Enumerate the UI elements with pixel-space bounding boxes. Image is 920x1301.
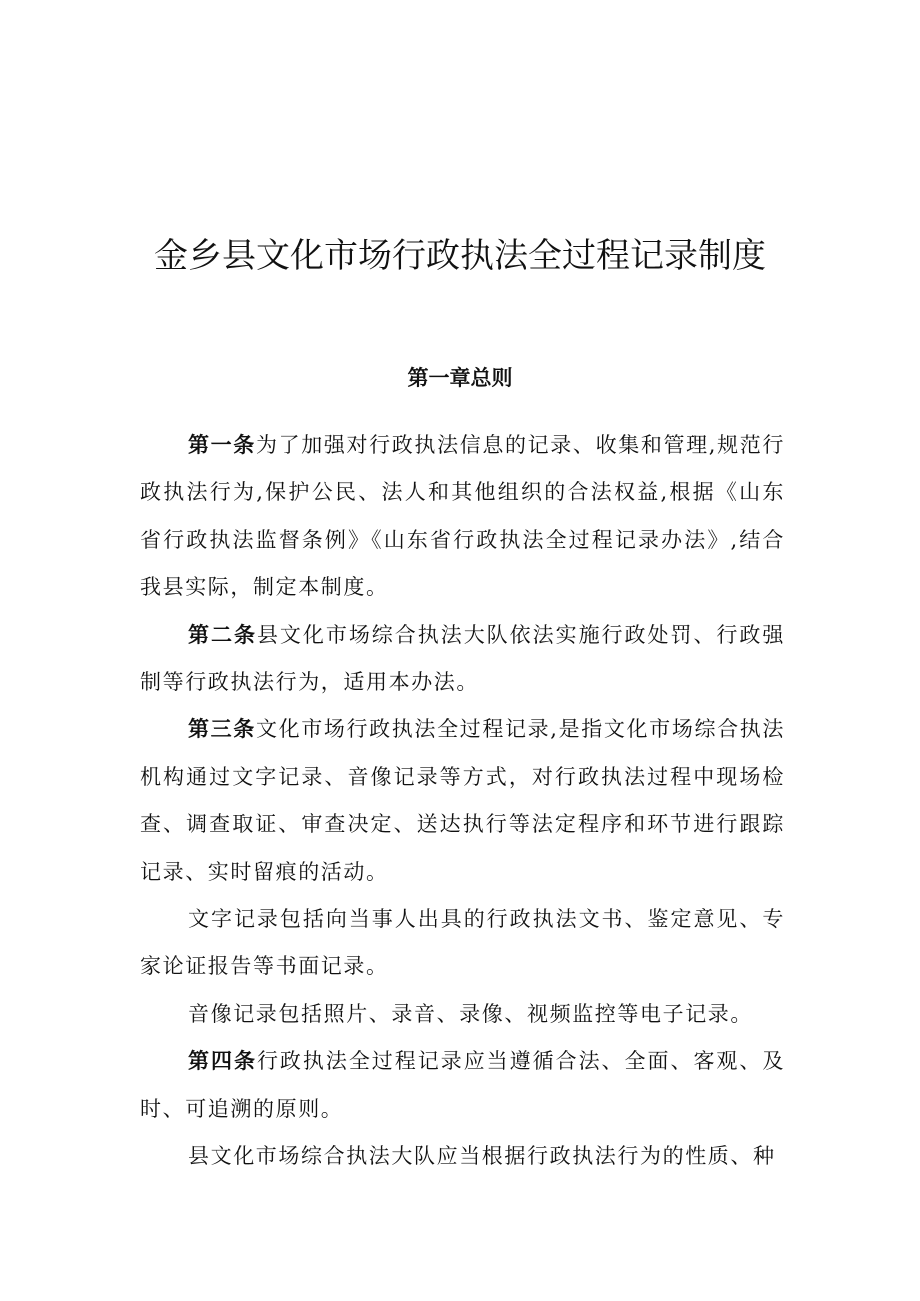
document-title: 金乡县文化市场行政执法全过程记录制度 <box>154 236 766 276</box>
article-label: 第一条 <box>188 433 256 457</box>
article-label: 第四条 <box>188 1049 257 1074</box>
paragraph-text: 音像记录包括照片、录音、录像、视频监控等电子记录。 <box>188 1001 753 1026</box>
article-label: 第二条 <box>188 622 257 647</box>
paragraph-audio-video-records <box>140 991 785 1038</box>
article-3 <box>140 706 785 896</box>
article-4 <box>140 1038 785 1133</box>
chapter-heading: 第一章总则 <box>407 366 513 390</box>
paragraph-text: 县文化市场综合执法大队应当根据行政执法行为的性质、种 <box>188 1144 776 1169</box>
document-body <box>140 422 785 1181</box>
article-text: 县文化市场综合执法大队依法实施行政处罚、行政强制等行政执法行为，适用本办法。 <box>140 622 785 695</box>
article-label: 第三条 <box>188 717 256 742</box>
article-text: 为了加强对行政执法信息的记录、收集和管理,规范行政执法行为,保护公民、法人和其他组织的合法权益,根据《山东省行政执法监督条例》《山东省行政执法全过程记录办法》,结合我县实际，制定本制度。 <box>140 433 785 600</box>
paragraph-continuation <box>140 1133 785 1180</box>
article-1 <box>140 422 785 612</box>
article-text: 行政执法全过程记录应当遵循合法、全面、客观、及时、可追溯的原则。 <box>140 1049 785 1121</box>
article-2 <box>140 612 785 707</box>
paragraph-text: 文字记录包括向当事人出具的行政执法文书、鉴定意见、专家论证报告等书面记录。 <box>140 907 785 979</box>
article-text: 文化市场行政执法全过程记录,是指文化市场综合执法机构通过文字记录、音像记录等方式，对行政执法过程中现场检查、调查取证、审查决定、送达执行等法定程序和环节进行跟踪记录、实时留痕的活动。 <box>140 717 785 884</box>
paragraph-text-records <box>140 896 785 991</box>
